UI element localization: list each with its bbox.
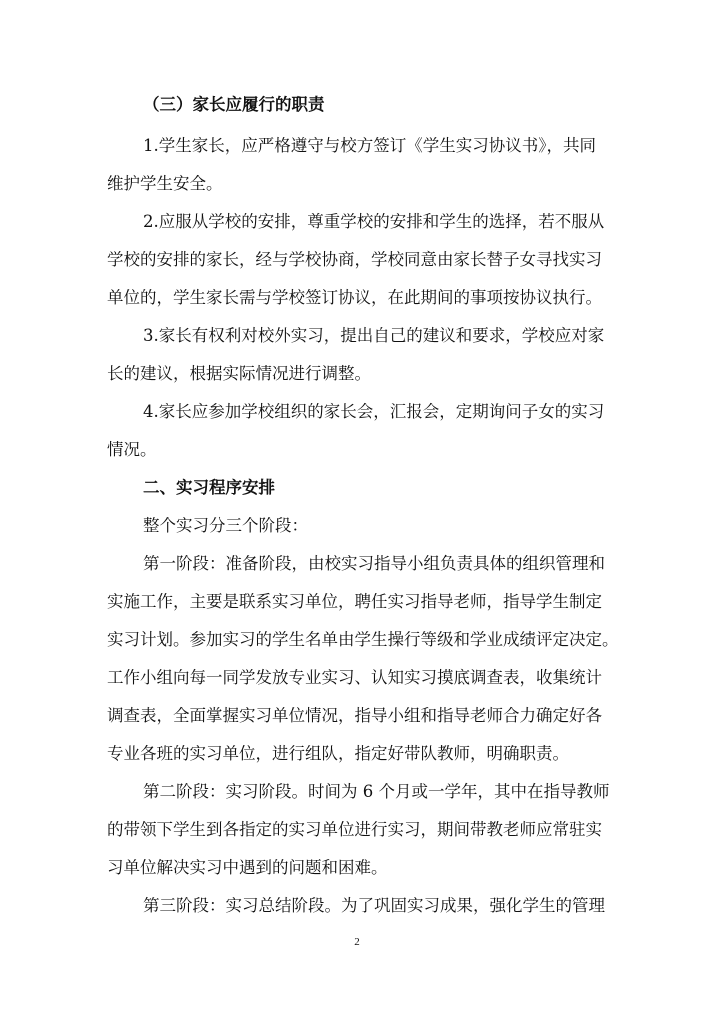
paragraph-line: 第二阶段：实习阶段。时间为 6 个月或一学年，其中在指导教师 — [143, 782, 610, 801]
paragraph-line: 实施工作，主要是联系实习单位，聘任实习指导老师，指导学生制定 — [107, 592, 602, 611]
paragraph-line: 学校的安排的家长，经与学校协商，学校同意由家长替子女寻找实习 — [107, 250, 602, 269]
paragraph-line: 第一阶段：准备阶段，由校实习指导小组负责具体的组织管理和 — [143, 554, 605, 573]
paragraph-line: 调查表，全面掌握实习单位情况，指导小组和指导老师合力确定好各 — [107, 706, 602, 725]
paragraph-line: 习单位解决实习中遇到的问题和困难。 — [107, 858, 388, 877]
page-number: 2 — [354, 936, 360, 948]
paragraph-line: 工作小组向每一同学发放专业实习、认知实习摸底调查表，收集统计 — [107, 668, 602, 687]
paragraph-line: 第三阶段：实习总结阶段。为了巩固实习成果，强化学生的管理 — [143, 896, 605, 915]
paragraph-line: 的带领下学生到各指定的实习单位进行实习，期间带教老师应常驻实 — [107, 820, 602, 839]
paragraph-line: 长的建议，根据实际情况进行调整。 — [107, 364, 371, 383]
paragraph-line: 1.学生家长，应严格遵守与校方签订《学生实习协议书》，共同 — [143, 136, 596, 155]
paragraph-line: 3.家长有权利对校外实习，提出自己的建议和要求，学校应对家 — [143, 326, 605, 345]
paragraph-line: 专业各班的实习单位，进行组队，指定好带队教师，明确职责。 — [107, 744, 569, 763]
paragraph-line: 情况。 — [107, 440, 157, 459]
paragraph-line: 单位的，学生家长需与学校签订协议，在此期间的事项按协议执行。 — [107, 288, 602, 307]
paragraph-line: 维护学生安全。 — [107, 174, 223, 193]
paragraph-line: 实习计划。参加实习的学生名单由学生操行等级和学业成绩评定决定。 — [107, 630, 619, 649]
paragraph-line: 整个实习分三个阶段： — [143, 516, 308, 535]
paragraph-line: 4.家长应参加学校组织的家长会，汇报会，定期询问子女的实习 — [143, 402, 605, 421]
section-heading-parent-duties: （三）家长应履行的职责 — [143, 95, 325, 114]
section-heading-internship-procedure: 二、实习程序安排 — [143, 478, 275, 497]
paragraph-line: 2.应服从学校的安排，尊重学校的安排和学生的选择，若不服从 — [143, 212, 605, 231]
